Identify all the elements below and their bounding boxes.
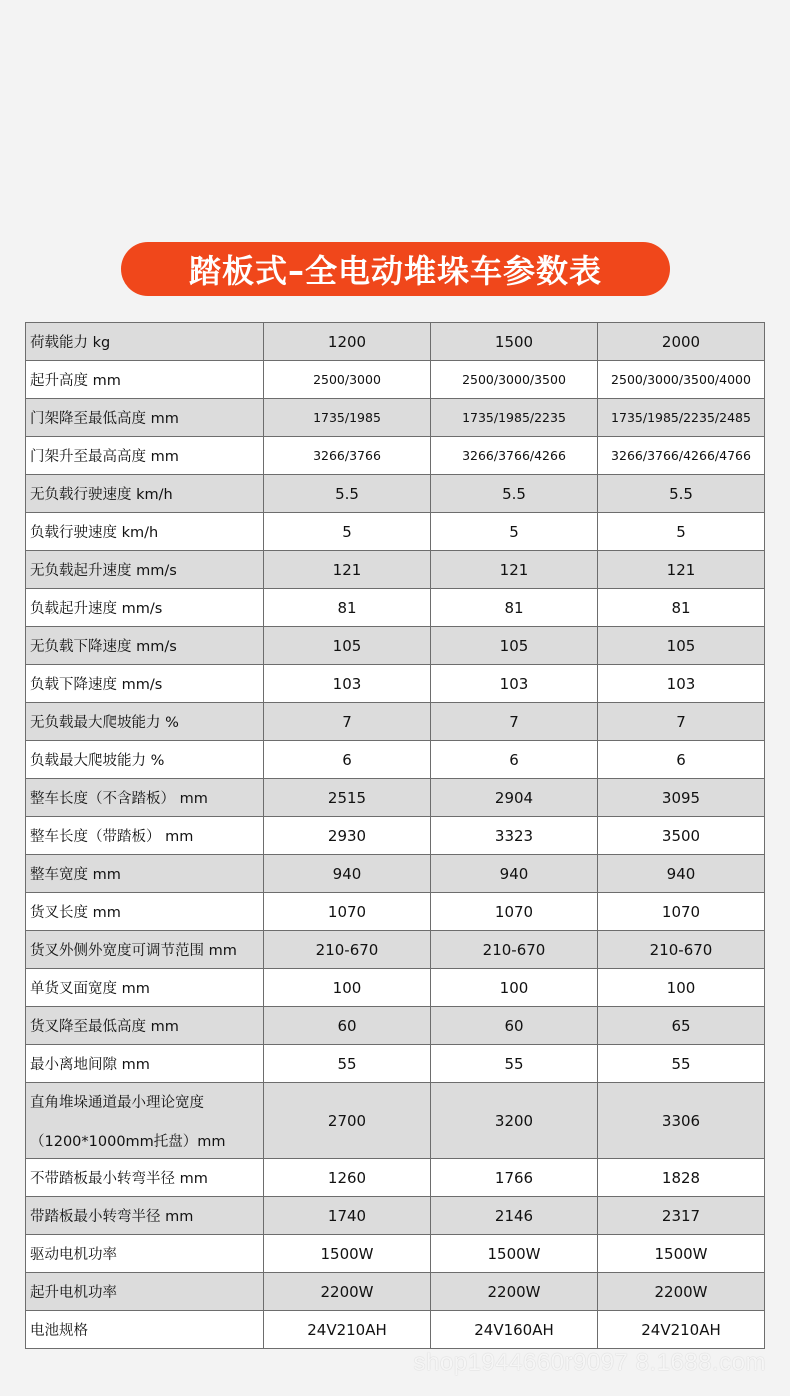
value-cell: 5 [598,513,765,551]
row-label-text: 直角堆垛通道最小理论宽度 [30,1094,204,1111]
value-cell: 7 [264,703,431,741]
value-cell: 105 [598,627,765,665]
value-cell: 121 [598,551,765,589]
value-cell: 2500/3000/3500 [431,361,598,399]
row-label-text: 荷载能力 kg [30,335,111,351]
value-cell: 2930 [264,817,431,855]
row-label [26,475,264,513]
value-cell: 65 [598,1007,765,1045]
value-cell: 121 [431,551,598,589]
value-cell: 2200W [598,1273,765,1311]
value-cell: 7 [431,703,598,741]
row-label-text: 负载起升速度 mm/s [30,601,163,617]
row-label-text: 门架降至最低高度 mm [30,411,179,427]
value-cell: 3323 [431,817,598,855]
value-cell: 100 [431,969,598,1007]
value-cell: 1735/1985 [264,399,431,437]
value-cell: 2200W [264,1273,431,1311]
value-cell: 100 [598,969,765,1007]
value-cell: 60 [264,1007,431,1045]
row-label-text: 货叉长度 mm [30,905,121,921]
row-label-text: 驱动电机功率 [30,1247,117,1263]
row-label [26,931,264,969]
value-cell: 1500W [431,1235,598,1273]
table-row [26,475,765,513]
table-row [26,1159,765,1197]
value-cell: 1735/1985/2235 [431,399,598,437]
value-cell: 7 [598,703,765,741]
row-label-text-line2: （1200*1000mm托盘）mm [30,1133,226,1150]
value-cell: 103 [598,665,765,703]
value-cell: 1740 [264,1197,431,1235]
row-label [26,1083,264,1159]
spec-table [25,322,765,1349]
value-cell: 6 [264,741,431,779]
row-label [26,323,264,361]
row-label [26,779,264,817]
value-cell: 103 [264,665,431,703]
row-label [26,741,264,779]
value-cell: 1200 [264,323,431,361]
value-cell: 1070 [598,893,765,931]
value-cell: 3095 [598,779,765,817]
value-cell: 121 [264,551,431,589]
row-label [26,1197,264,1235]
value-cell: 2146 [431,1197,598,1235]
row-label [26,817,264,855]
table-row [26,1273,765,1311]
value-cell: 105 [264,627,431,665]
row-label-text: 无负载行驶速度 km/h [30,487,173,503]
table-row [26,1007,765,1045]
row-label-text: 起升电机功率 [30,1285,117,1301]
row-label [26,1273,264,1311]
table-row [26,1045,765,1083]
spec-table-body [26,323,765,1349]
value-cell: 81 [431,589,598,627]
table-row [26,893,765,931]
value-cell: 210-670 [264,931,431,969]
value-cell: 2317 [598,1197,765,1235]
table-row [26,665,765,703]
row-label-text: 负载行驶速度 km/h [30,525,159,541]
value-cell: 3266/3766 [264,437,431,475]
table-row [26,1197,765,1235]
row-label-text: 电池规格 [30,1323,88,1339]
value-cell: 1260 [264,1159,431,1197]
value-cell: 3306 [598,1083,765,1159]
value-cell: 5.5 [598,475,765,513]
value-cell: 3500 [598,817,765,855]
value-cell: 81 [264,589,431,627]
value-cell: 1500W [264,1235,431,1273]
row-label [26,855,264,893]
row-label [26,589,264,627]
value-cell: 24V210AH [598,1311,765,1349]
row-label-text: 整车长度（带踏板） mm [30,829,194,845]
value-cell: 2200W [431,1273,598,1311]
row-label [26,551,264,589]
table-row [26,817,765,855]
row-label-text: 货叉外侧外宽度可调节范围 mm [30,943,237,959]
table-row [26,703,765,741]
row-label-text: 无负载起升速度 mm/s [30,563,177,579]
table-row [26,437,765,475]
table-row [26,399,765,437]
value-cell: 5.5 [264,475,431,513]
value-cell: 210-670 [598,931,765,969]
value-cell: 2500/3000 [264,361,431,399]
value-cell: 6 [431,741,598,779]
value-cell: 81 [598,589,765,627]
value-cell: 24V210AH [264,1311,431,1349]
value-cell: 3266/3766/4266/4766 [598,437,765,475]
value-cell: 1070 [431,893,598,931]
value-cell: 103 [431,665,598,703]
table-row [26,741,765,779]
value-cell: 2500/3000/3500/4000 [598,361,765,399]
table-row [26,589,765,627]
value-cell: 1500W [598,1235,765,1273]
row-label [26,513,264,551]
table-row [26,969,765,1007]
row-label-text: 最小离地间隙 mm [30,1057,150,1073]
value-cell: 2700 [264,1083,431,1159]
value-cell: 1070 [264,893,431,931]
value-cell: 1828 [598,1159,765,1197]
table-row [26,323,765,361]
row-label [26,1235,264,1273]
value-cell: 2000 [598,323,765,361]
value-cell: 1735/1985/2235/2485 [598,399,765,437]
row-label-text: 无负载最大爬坡能力 % [30,715,179,731]
table-row [26,1235,765,1273]
row-label [26,703,264,741]
table-row [26,513,765,551]
row-label-text: 整车长度（不含踏板） mm [30,791,208,807]
row-label-text: 起升高度 mm [30,373,121,389]
value-cell: 2904 [431,779,598,817]
row-label [26,893,264,931]
row-label [26,1007,264,1045]
value-cell: 24V160AH [431,1311,598,1349]
row-label-text: 负载下降速度 mm/s [30,677,163,693]
row-label [26,361,264,399]
value-cell: 940 [431,855,598,893]
row-label [26,969,264,1007]
value-cell: 105 [431,627,598,665]
value-cell: 940 [264,855,431,893]
row-label-text: 不带踏板最小转弯半径 mm [30,1171,208,1187]
watermark: shop1944660r9097 8.1688.com [413,1349,766,1376]
table-row [26,1311,765,1349]
table-row [26,361,765,399]
value-cell: 100 [264,969,431,1007]
row-label-text: 负载最大爬坡能力 % [30,753,165,769]
value-cell: 55 [431,1045,598,1083]
row-label [26,1311,264,1349]
table-row [26,551,765,589]
value-cell: 5.5 [431,475,598,513]
value-cell: 6 [598,741,765,779]
value-cell: 55 [598,1045,765,1083]
row-label [26,1045,264,1083]
value-cell: 55 [264,1045,431,1083]
value-cell: 3200 [431,1083,598,1159]
row-label-text: 无负载下降速度 mm/s [30,639,177,655]
page-title: 踏板式–全电动堆垛车参数表 [121,242,670,296]
value-cell: 60 [431,1007,598,1045]
row-label [26,437,264,475]
table-row [26,855,765,893]
row-label [26,399,264,437]
value-cell: 3266/3766/4266 [431,437,598,475]
table-row [26,779,765,817]
row-label-text: 单货叉面宽度 mm [30,981,150,997]
row-label-text: 整车宽度 mm [30,867,121,883]
value-cell: 940 [598,855,765,893]
row-label-text: 货叉降至最低高度 mm [30,1019,179,1035]
value-cell: 1766 [431,1159,598,1197]
table-row [26,627,765,665]
value-cell: 5 [431,513,598,551]
row-label [26,665,264,703]
table-row [26,931,765,969]
value-cell: 5 [264,513,431,551]
value-cell: 2515 [264,779,431,817]
value-cell: 210-670 [431,931,598,969]
value-cell: 1500 [431,323,598,361]
row-label [26,1159,264,1197]
row-label-text: 门架升至最高高度 mm [30,449,179,465]
table-row [26,1083,765,1159]
row-label [26,627,264,665]
row-label-text: 带踏板最小转弯半径 mm [30,1209,194,1225]
